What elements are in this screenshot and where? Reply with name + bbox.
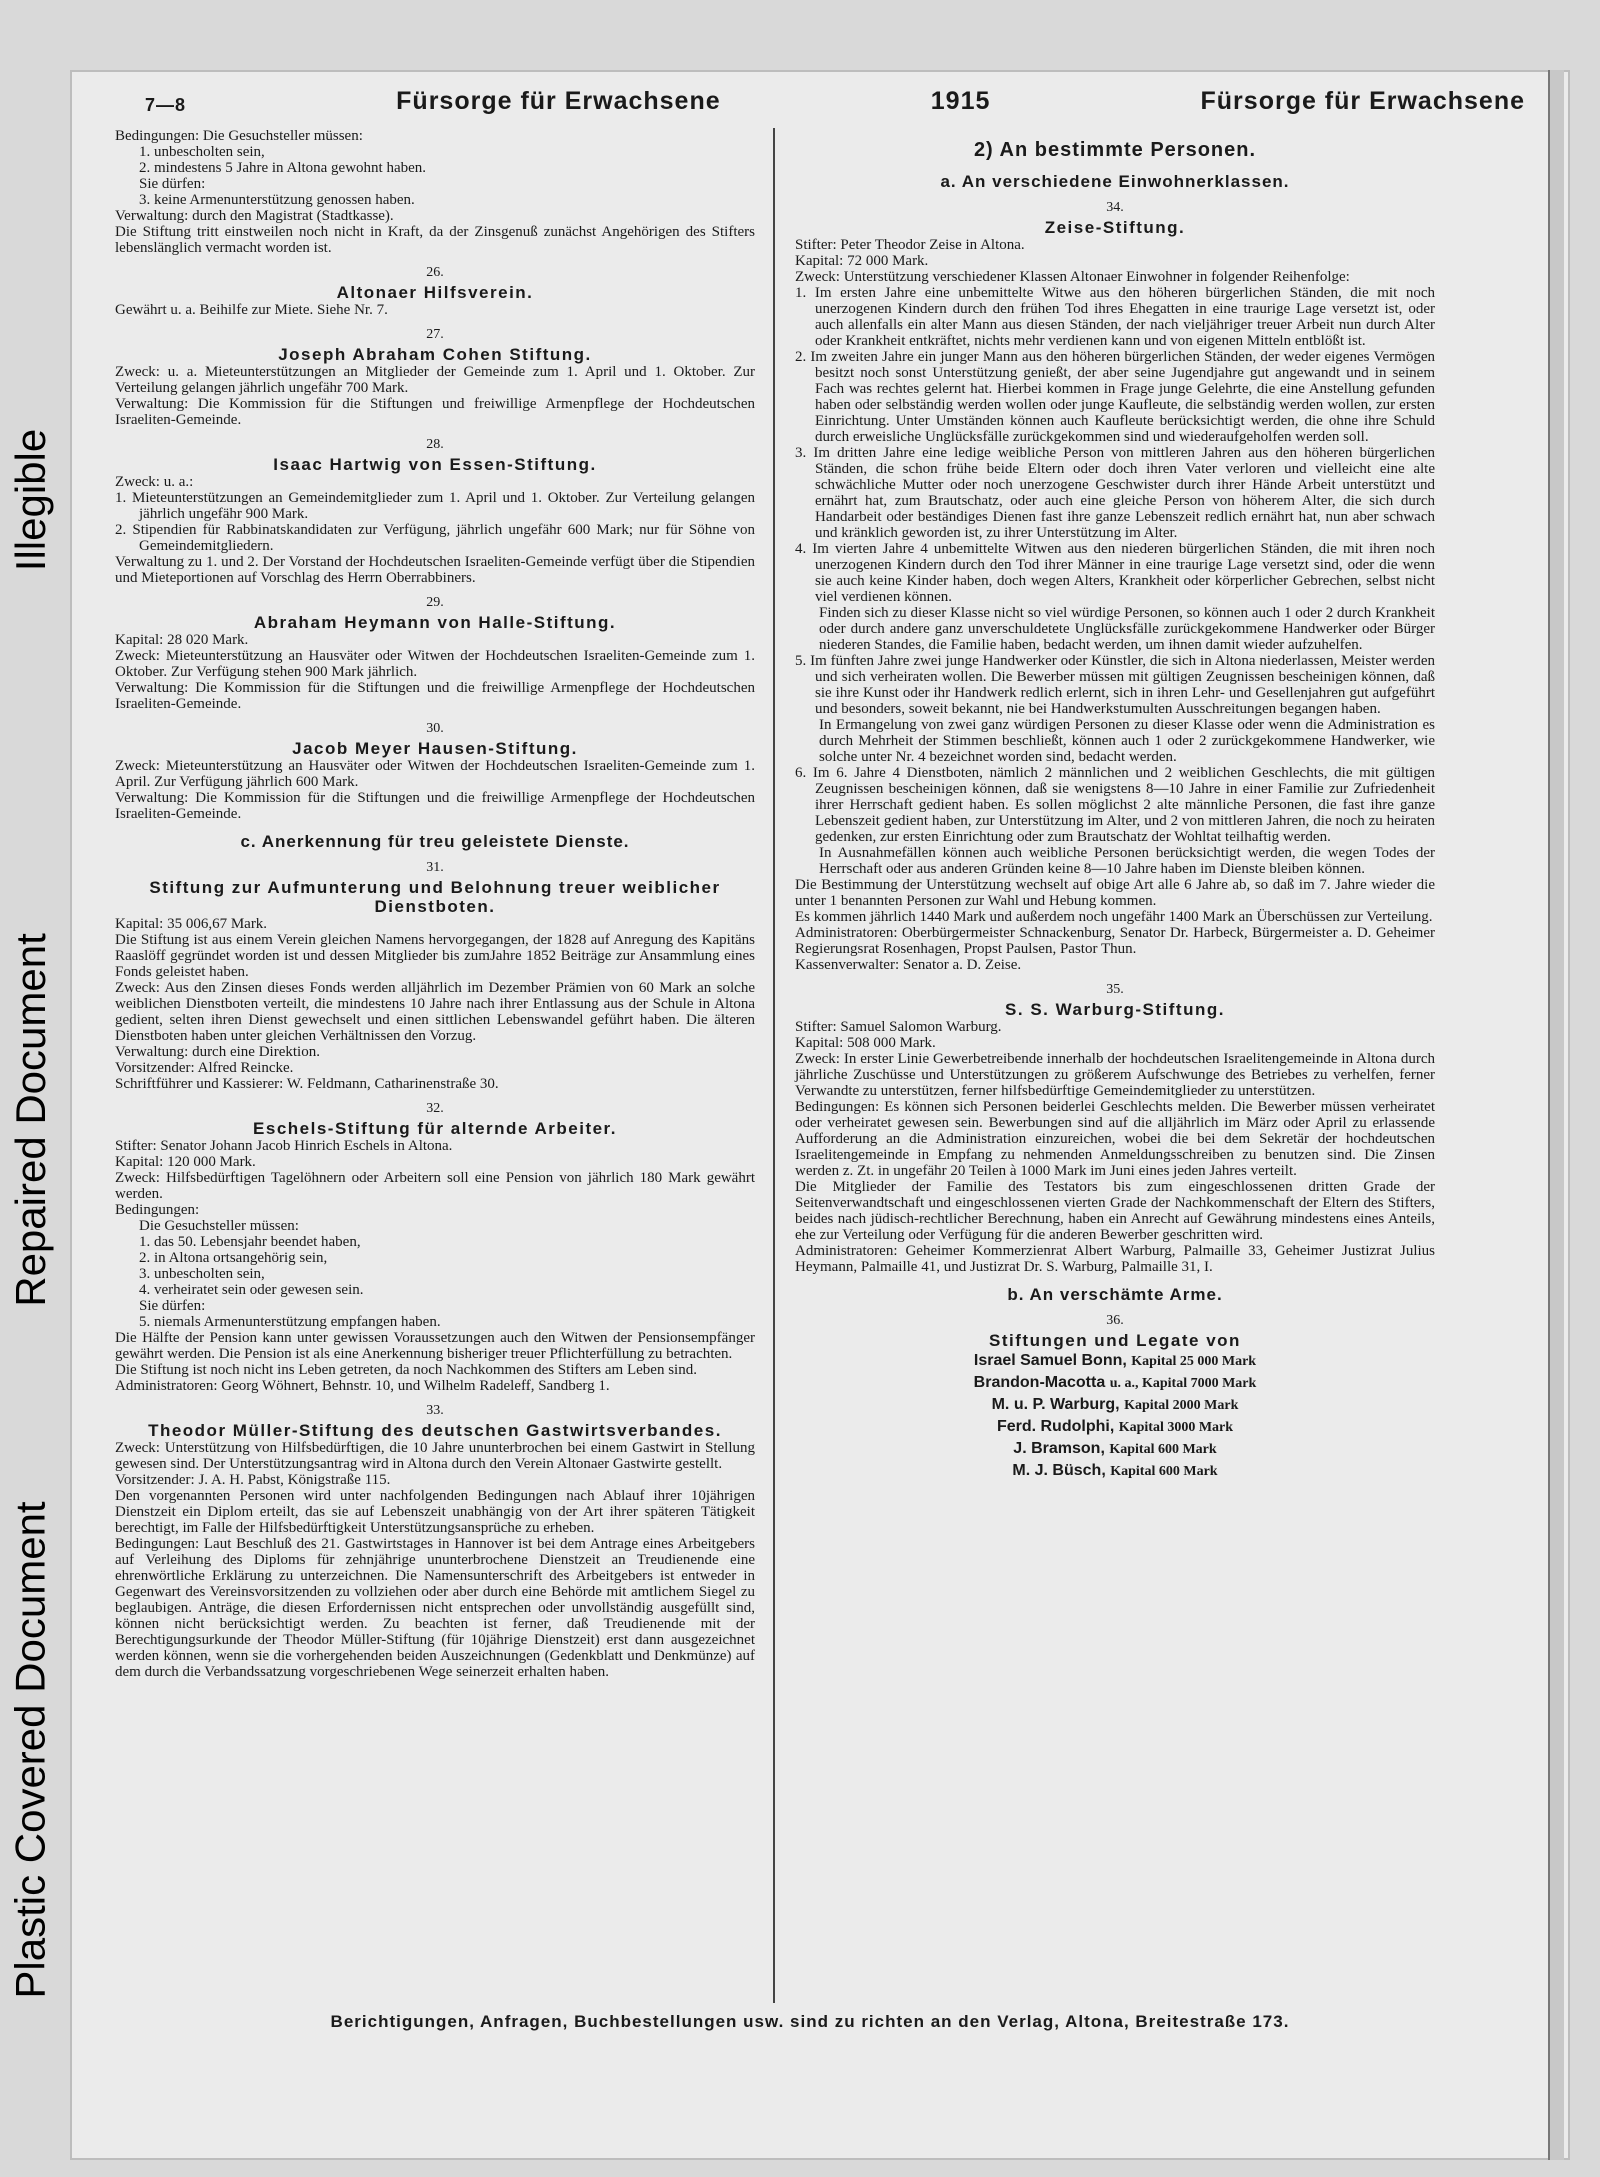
section-heading: a. An verschiedene Einwohnerklassen. xyxy=(940,172,1290,191)
margin-label-repaired: Repaired Document xyxy=(7,933,54,1307)
text-paragraph: Die Mitglieder der Familie des Testators bis zum eingeschlossenen dritten Grade der Seitenverwandtschaft und eingeschlossenen vierten Grade der Nachkommenschaft der Eltern des Stifters, beides nach jüdisch-rechtlicher Berechnung, haben ein Anrecht auf Gewährung mindestens eines Anteils, ehe zur Verteilung oder Verfügung für die anderen Bewerber geschritten wird. xyxy=(795,1179,1435,1243)
left-column xyxy=(115,128,755,1680)
text-paragraph: Bedingungen: Laut Beschluß des 21. Gastwirtstages in Hannover ist bei dem Antrage eines Arbeitgebers auf Verleihung des Diploms für zehnjährige ununterbrochene Dienstzeit an Treudienende eine ehrenwörtliche Erklärung zu unterzeichnen. Die Namensunterschrift des Arbeitgebers ist entweder in Gegenwart des Vereinsvorsitzenden zu vollziehen oder aber durch eine Behörde mit amtlichem Siegel zu beglaubigen. Anträge, die diesen Erfordernissen nicht entsprechen oder unvollständig ausgefüllt sind, können nicht berücksichtigt werden. Zu beachten ist ferner, daß Treudienende mit der Berechtigungsurkunde der Theodor Müller-Stiftung (für 10jährige Dienstzeit) erst dann ausgezeichnet werden können, wenn sie die vorhergehenden beiden Auszeichnungen (Gedenkblatt und Denkmünze) auf dem durch die Verbandssatzung vorgeschriebenen Wege seinerzeit erhalten haben. xyxy=(115,1536,755,1680)
text-paragraph: Kapital: 35 006,67 Mark. xyxy=(115,916,268,932)
sponsor-name: Ferd. Rudolphi, xyxy=(996,1418,1115,1435)
text-paragraph: Gewährt u. a. Beihilfe zur Miete. Siehe Nr. 7. xyxy=(115,302,388,318)
text-paragraph: Es kommen jährlich 1440 Mark und außerdem noch ungefähr 1400 Mark an Überschüssen zur Verteilung. xyxy=(795,909,1433,925)
text-paragraph: Sie dürfen: xyxy=(139,1298,206,1314)
sponsor-capital: Kapital 25 000 Mark xyxy=(1131,1354,1257,1369)
text-paragraph: Stifter: Peter Theodor Zeise in Altona. xyxy=(795,237,1025,253)
entry-number: 27. xyxy=(426,327,444,342)
text-paragraph: 5. niemals Armenunterstützung empfangen haben. xyxy=(139,1314,441,1330)
text-paragraph: 6. Im 6. Jahre 4 Dienstboten, nämlich 2 männlichen und 2 weiblichen Geschlechts, die mit gültigen Zeugnissen bescheinigen können, daß sie wenigstens 8—10 Jahre in einer Familie zur Zufriedenheit ihrer Herrschaft gedient haben. Es sollen möglichst 2 alte männliche Personen, die fast ihre ganze Lebenszeit gedient haben, zur Unterstützung im Alter, und 2 von mittleren Jahren, die noch zu heiraten gedenken, zur ersten Einrichtung oder zum Brautschatz der Wohltat teilhaftig werden. xyxy=(795,765,1435,845)
text-paragraph: Kapital: 120 000 Mark. xyxy=(115,1154,256,1170)
entry-number: 29. xyxy=(426,595,444,610)
text-paragraph: Zweck: Unterstützung von Hilfsbedürftigen, die 10 Jahre ununterbrochen bei einem Gastwirt in Stellung gewesen sind. Der Unterstützungsantrag wird in Altona durch den Verein Altonaer Gastwirte gestellt. xyxy=(115,1440,755,1472)
page-footer: Berichtigungen, Anfragen, Buchbestellungen usw. sind zu richten an den Verlag, Altona, Breitestraße 173. xyxy=(330,2012,1290,2031)
text-paragraph: 3. Im dritten Jahre eine ledige weibliche Person von mittleren Jahren aus den höheren bürgerlichen Ständen, die schon frühe beide Eltern oder doch ihren Vater verloren und vielleicht eine alte schwächliche Mutter oder noch unerzogene Geschwister durch ihrer Hände Arbeit unterstützt und ernährt hat, zum Brautschatz, oder auch eine gleiche Person von höherem Alter, die sich durch Handarbeit oder beständiges Dienen fast ihre ganze Lebenszeit redlich ernährt hat, nun aber schwach und kränklich geworden ist, zu ihrer Unterstützung im Alter. xyxy=(795,445,1435,541)
text-paragraph: Kassenverwalter: Senator a. D. Zeise. xyxy=(795,957,1022,973)
entry-number: 35. xyxy=(1106,982,1124,997)
text-paragraph: In Ausnahmefällen können auch weibliche Personen berücksichtigt werden, die wegen Todes der Herrschaft oder aus anderen Gründen keine 8—10 Jahre haben im Dienste bleiben können. xyxy=(819,845,1435,877)
entry-number: 28. xyxy=(426,437,444,452)
text-paragraph: Die Gesuchsteller müssen: xyxy=(139,1218,299,1234)
sponsor-row xyxy=(795,1372,1435,1394)
sponsor-row xyxy=(795,1394,1435,1416)
entry-title: Jacob Meyer Hausen-Stiftung. xyxy=(292,739,578,758)
section-heading: b. An verschämte Arme. xyxy=(1007,1285,1223,1304)
text-paragraph: 3. unbescholten sein, xyxy=(139,1266,265,1282)
header-right-title: Fürsorge für Erwachsene xyxy=(1200,87,1525,115)
sponsor-name: M. J. Büsch, xyxy=(1012,1462,1106,1479)
text-paragraph: In Ermangelung von zwei ganz würdigen Personen zu dieser Klasse oder wenn die Administration es durch Mehrheit der Stimmen beschließt, können auch 1 oder 2 zurückgekommene Handwerker, wie solche unter Nr. 4 bezeichnet worden sind, bedacht werden. xyxy=(819,717,1435,765)
entry-title: Theodor Müller-Stiftung des deutschen Gastwirtsverbandes. xyxy=(148,1421,722,1440)
text-paragraph: Zweck: Mieteunterstützung an Hausväter oder Witwen der Hochdeutschen Israeliten-Gemeinde zum 1. Oktober. Zur Verfügung stehen 900 Mark jährlich. xyxy=(115,648,755,680)
entry-title: Eschels-Stiftung für alternde Arbeiter. xyxy=(253,1119,617,1138)
sponsor-capital: Kapital 3000 Mark xyxy=(1118,1420,1234,1435)
text-paragraph: Kapital: 508 000 Mark. xyxy=(795,1035,936,1051)
text-paragraph: 3. keine Armenunterstützung genossen haben. xyxy=(139,192,415,208)
sponsor-row xyxy=(795,1438,1435,1460)
text-paragraph: 2. Stipendien für Rabbinatskandidaten zur Verfügung, jährlich ungefähr 600 Mark; nur für Söhne von Gemeindemitgliedern. xyxy=(115,522,755,554)
text-paragraph: Verwaltung: Die Kommission für die Stiftungen und die freiwillige Armenpflege der Hochdeutschen Israeliten-Gemeinde. xyxy=(115,790,755,822)
text-paragraph: 2. in Altona ortsangehörig sein, xyxy=(139,1250,328,1266)
text-paragraph: 4. Im vierten Jahre 4 unbemittelte Witwen aus den niederen bürgerlichen Ständen, die mit ihren noch unerzogenen Kindern durch den Tod ihrer Männer in eine traurige Lage versetzt sind, oder die wenn sie auch keine Kinder haben, doch wegen Alters, Krankheit oder körperlicher Gebrechen, selbst nicht viel verdienen können. xyxy=(795,541,1435,605)
entry-title: Altonaer Hilfsverein. xyxy=(336,283,534,302)
text-paragraph: Die Hälfte der Pension kann unter gewissen Voraussetzungen auch den Witwen der Pensionsempfänger gewährt werden. Die Pension ist als eine Anerkennung bisheriger treuer Pflichterfüllung zu betrachten. xyxy=(115,1330,755,1362)
header-left-title: Fürsorge für Erwachsene xyxy=(396,87,721,115)
text-paragraph: Zweck: Unterstützung verschiedener Klassen Altonaer Einwohner in folgender Reihenfolge: xyxy=(795,269,1350,285)
sponsor-row xyxy=(795,1460,1435,1482)
header-year: 1915 xyxy=(930,87,991,115)
document-page xyxy=(70,70,1570,2160)
text-paragraph: Zweck: Hilfsbedürftigen Tagelöhnern oder Arbeitern soll eine Pension von jährlich 180 Mark gewährt werden. xyxy=(115,1170,755,1202)
header-corner: 7—8 xyxy=(145,95,187,115)
entry-title: Stiftung zur Aufmunterung und Belohnung treuer weiblicher Dienstboten. xyxy=(149,878,721,916)
text-paragraph: Zweck: Aus den Zinsen dieses Fonds werden alljährlich im Dezember Prämien von 60 Mark an solche weiblichen Dienstboten verteilt, die mindestens 10 Jahre nach ihrer Entlassung aus der Schule in Altona gedient, selten ihren Dienst gewechselt und einen sittlichen Lebenswandel geführt haben. Die älteren Dienstboten haben unter gleichen Verhältnissen den Vorzug. xyxy=(115,980,755,1044)
text-paragraph: 1. das 50. Lebensjahr beendet haben, xyxy=(139,1234,361,1250)
text-paragraph: Sie dürfen: xyxy=(139,176,206,192)
margin-label-plastic: Plastic Covered Document xyxy=(7,1501,54,1999)
column-divider xyxy=(773,128,775,2003)
text-paragraph: Bedingungen: Die Gesuchsteller müssen: xyxy=(115,128,363,144)
text-paragraph: Administratoren: Georg Wöhnert, Behnstr. 10, und Wilhelm Radeleff, Sandberg 1. xyxy=(115,1378,610,1394)
text-paragraph: 2. Im zweiten Jahre ein junger Mann aus den höheren bürgerlichen Ständen, der weder eigenes Vermögen besitzt noch sonst Unterstützung genießt, der aber seine Jugendjahre gut angewandt und in seinem Fach was rechtes gelernt hat. Hierbei kommen in Frage junge Gelehrte, die eine Anstellung gefunden haben oder selbständig werden wollen oder junge Kaufleute, die selbständig werden wollen, zur ersten Einrichtung. Unter Umständen können auch Kaufleute berücksichtigt werden, die ohne ihre Schuld durch erweisliche Unglücksfälle zurückgekommen sind und wiederaufgeholfen werden soll. xyxy=(795,349,1435,445)
text-paragraph: Verwaltung: durch den Magistrat (Stadtkasse). xyxy=(115,208,394,224)
entry-title: Stiftungen und Legate von xyxy=(989,1331,1241,1350)
right-column xyxy=(795,128,1435,1482)
entry-number: 31. xyxy=(426,860,444,875)
text-paragraph: 2. mindestens 5 Jahre in Altona gewohnt haben. xyxy=(139,160,427,176)
sponsor-name: Brandon-Macotta xyxy=(973,1374,1106,1391)
entry-title: Zeise-Stiftung. xyxy=(1044,218,1186,237)
sponsor-capital: Kapital 2000 Mark xyxy=(1124,1398,1239,1413)
entry-number: 26. xyxy=(426,265,444,280)
right-column-body xyxy=(795,138,1435,1350)
text-paragraph: Vorsitzender: J. A. H. Pabst, Königstraße 115. xyxy=(115,1472,391,1488)
section-heading: c. Anerkennung für treu geleistete Dienste. xyxy=(240,832,630,851)
text-paragraph: 1. Mieteunterstützungen an Gemeindemitglieder zum 1. April und 1. Oktober. Zur Verteilung gelangen jährlich ungefähr 900 Mark. xyxy=(115,490,755,522)
text-paragraph: Bedingungen: xyxy=(115,1202,200,1218)
text-paragraph: Zweck: u. a. Mieteunterstützungen an Mitglieder der Gemeinde zum 1. April und 1. Oktober. Zur Verteilung gelangen jährlich ungefähr 700 Mark. xyxy=(115,364,755,396)
text-paragraph: Bedingungen: Es können sich Personen beiderlei Geschlechts melden. Die Bewerber müssen verheiratet oder verheiratet gewesen sein. Bewerbungen sind auf die alljährlich im März oder April zu erlassende Aufforderung an die Administration einzureichen, wobei die bei dem Sekretär der hochdeutschen Israelitengemeinde in Empfang zu nehmenden Anmeldungsschreiben zu benutzen sind. Die Zinsen werden z. Zt. in ungefähr 20 Teilen à 1000 Mark im Juni eines jeden Jahres verteilt. xyxy=(795,1099,1435,1179)
sponsor-row xyxy=(795,1350,1435,1372)
text-paragraph: Verwaltung: Die Kommission für die Stiftungen und freiwillige Armenpflege der Hochdeutschen Israeliten-Gemeinde. xyxy=(115,396,755,428)
entry-number: 36. xyxy=(1106,1313,1124,1328)
text-paragraph: Die Bestimmung der Unterstützung wechselt auf obige Art alle 6 Jahre ab, so daß im 7. Jahre wieder die unter 1 benannten Personen zur Wahl und Hebung kommen. xyxy=(795,877,1435,909)
text-paragraph: Stifter: Senator Johann Jacob Hinrich Eschels in Altona. xyxy=(115,1138,453,1154)
text-paragraph: Schriftführer und Kassierer: W. Feldmann, Catharinenstraße 30. xyxy=(115,1076,499,1092)
sponsor-name: J. Bramson, xyxy=(1013,1440,1105,1457)
entry-title: Joseph Abraham Cohen Stiftung. xyxy=(278,345,592,364)
text-paragraph: Verwaltung zu 1. und 2. Der Vorstand der Hochdeutschen Israeliten-Gemeinde verfügt über die Stipendien und Mieteportionen auf Vorschlag des Herrn Oberrabbiners. xyxy=(115,554,755,586)
entry-title: Abraham Heymann von Halle-Stiftung. xyxy=(253,613,617,632)
text-paragraph: Die Stiftung ist aus einem Verein gleichen Namens hervorgegangen, der 1828 auf Anregung des Kapitäns Raaslöff gegründet worden ist und dessen Mitglieder bis zumJahre 1852 Beiträge zur Ansammlung eines Fonds geleistet haben. xyxy=(115,932,755,980)
sponsor-name: M. u. P. Warburg, xyxy=(991,1396,1120,1413)
text-paragraph: Stifter: Samuel Salomon Warburg. xyxy=(795,1019,1002,1035)
section-heading: 2) An bestimmte Personen. xyxy=(973,139,1257,161)
entry-number: 32. xyxy=(426,1101,444,1116)
entry-number: 33. xyxy=(426,1403,444,1418)
text-paragraph: Die Stiftung ist noch nicht ins Leben getreten, da noch Nachkommen des Stifters am Leben sind. xyxy=(115,1362,697,1378)
text-paragraph: Vorsitzender: Alfred Reincke. xyxy=(115,1060,294,1076)
text-paragraph: 1. Im ersten Jahre eine unbemittelte Witwe aus den höheren bürgerlichen Ständen, die mit noch unerzogenen Kindern durch den frühen Tod ihres Ehegatten in eine traurige Lage versetzt ist, oder auch allenfalls ein alter Mann aus diesen Ständen, der nach vieljähriger treuer Arbeit nun durch Alter oder Krankheit entkräftet, nichts mehr verdienen kann und von eigenen Mitteln entblößt ist. xyxy=(795,285,1435,349)
page-header xyxy=(145,70,1525,116)
text-paragraph: Kapital: 28 020 Mark. xyxy=(115,632,249,648)
entry-number: 30. xyxy=(426,721,444,736)
text-paragraph: Verwaltung: Die Kommission für die Stiftungen und die freiwillige Armenpflege der Hochdeutschen Israeliten-Gemeinde. xyxy=(115,680,755,712)
text-paragraph: Zweck: In erster Linie Gewerbetreibende innerhalb der hochdeutschen Israelitengemeinde in Altona durch jährliche Zuschüsse und Unterstützungen zu größerem Aufschwunge des Betriebes zu verhelfen, ferner Verwandte zu unterstützen, ferner hilfsbedürftige Gemeindemitglieder zu unterstützen. xyxy=(795,1051,1435,1099)
text-paragraph: Den vorgenannten Personen wird unter nachfolgenden Bedingungen nach Ablauf ihrer 10jährigen Dienstzeit ein Diplom erteilt, das sie auf Lebenszeit unabhängig von der Art ihrer späteren Tätigkeit berechtigt, im Falle der Hilfsbedürftigkeit Unterstützungsansprüche zu erheben. xyxy=(115,1488,755,1536)
text-paragraph: Zweck: Mieteunterstützung an Hausväter oder Witwen der Hochdeutschen Israeliten-Gemeinde zum 1. April. Zur Verfügung jährlich 600 Mark. xyxy=(115,758,755,790)
text-paragraph: Die Stiftung tritt einstweilen noch nicht in Kraft, da der Zinsgenuß zunächst Angehörigen des Stifters lebenslänglich vermacht worden ist. xyxy=(115,224,755,256)
sponsor-capital: Kapital 600 Mark xyxy=(1110,1464,1218,1479)
text-paragraph: Verwaltung: durch eine Direktion. xyxy=(115,1044,320,1060)
sponsor-name: Israel Samuel Bonn, xyxy=(973,1352,1127,1369)
sponsor-list xyxy=(795,1350,1435,1482)
sponsor-capital: Kapital 600 Mark xyxy=(1109,1442,1217,1457)
sponsor-row xyxy=(795,1416,1435,1438)
entry-number: 34. xyxy=(1106,200,1124,215)
sponsor-capital: u. a., Kapital 7000 Mark xyxy=(1109,1376,1257,1391)
text-paragraph: 1. unbescholten sein, xyxy=(139,144,265,160)
page-spine xyxy=(1548,70,1564,2160)
entry-title: Isaac Hartwig von Essen-Stiftung. xyxy=(273,455,597,474)
text-paragraph: Zweck: u. a.: xyxy=(115,474,194,490)
text-paragraph: Administratoren: Oberbürgermeister Schnackenburg, Senator Dr. Harbeck, Bürgermeister a. D. Geheimer Regierungsrat Rosenhagen, Propst Paulsen, Pastor Thun. xyxy=(795,925,1435,957)
entry-title: S. S. Warburg-Stiftung. xyxy=(1005,1000,1225,1019)
text-paragraph: Administratoren: Geheimer Kommerzienrat Albert Warburg, Palmaille 33, Geheimer Justizrat Julius Heymann, Palmaille 41, und Justizrat Dr. S. Warburg, Palmaille 31, I. xyxy=(795,1243,1435,1275)
text-paragraph: 4. verheiratet sein oder gewesen sein. xyxy=(139,1282,364,1298)
text-paragraph: Finden sich zu dieser Klasse nicht so viel würdige Personen, so können auch 1 oder 2 durch Krankheit oder durch andere ganz unverschuldetete Unglücksfälle zurückgekommene Handwerker oder Bürger niederen Standes, die Familie haben, bedacht werden, um ihnen damit wieder aufzuhelfen. xyxy=(819,605,1435,653)
text-paragraph: 5. Im fünften Jahre zwei junge Handwerker oder Künstler, die sich in Altona niederlassen, Meister werden und sich verheiraten wollen. Die Bewerber müssen mit gültigen Zeugnissen bescheinigen können, daß sie ihre Kunst oder ihr Handwerk redlich erlernt, sich in ihren Lehr- und Gesellenjahren gut aufgeführt und besonders, soweit bekannt, nie bei Handwerkstumulten Ausschreitungen begangen haben. xyxy=(795,653,1435,717)
text-paragraph: Kapital: 72 000 Mark. xyxy=(795,253,929,269)
margin-label-illegible: Illegible xyxy=(7,428,54,572)
